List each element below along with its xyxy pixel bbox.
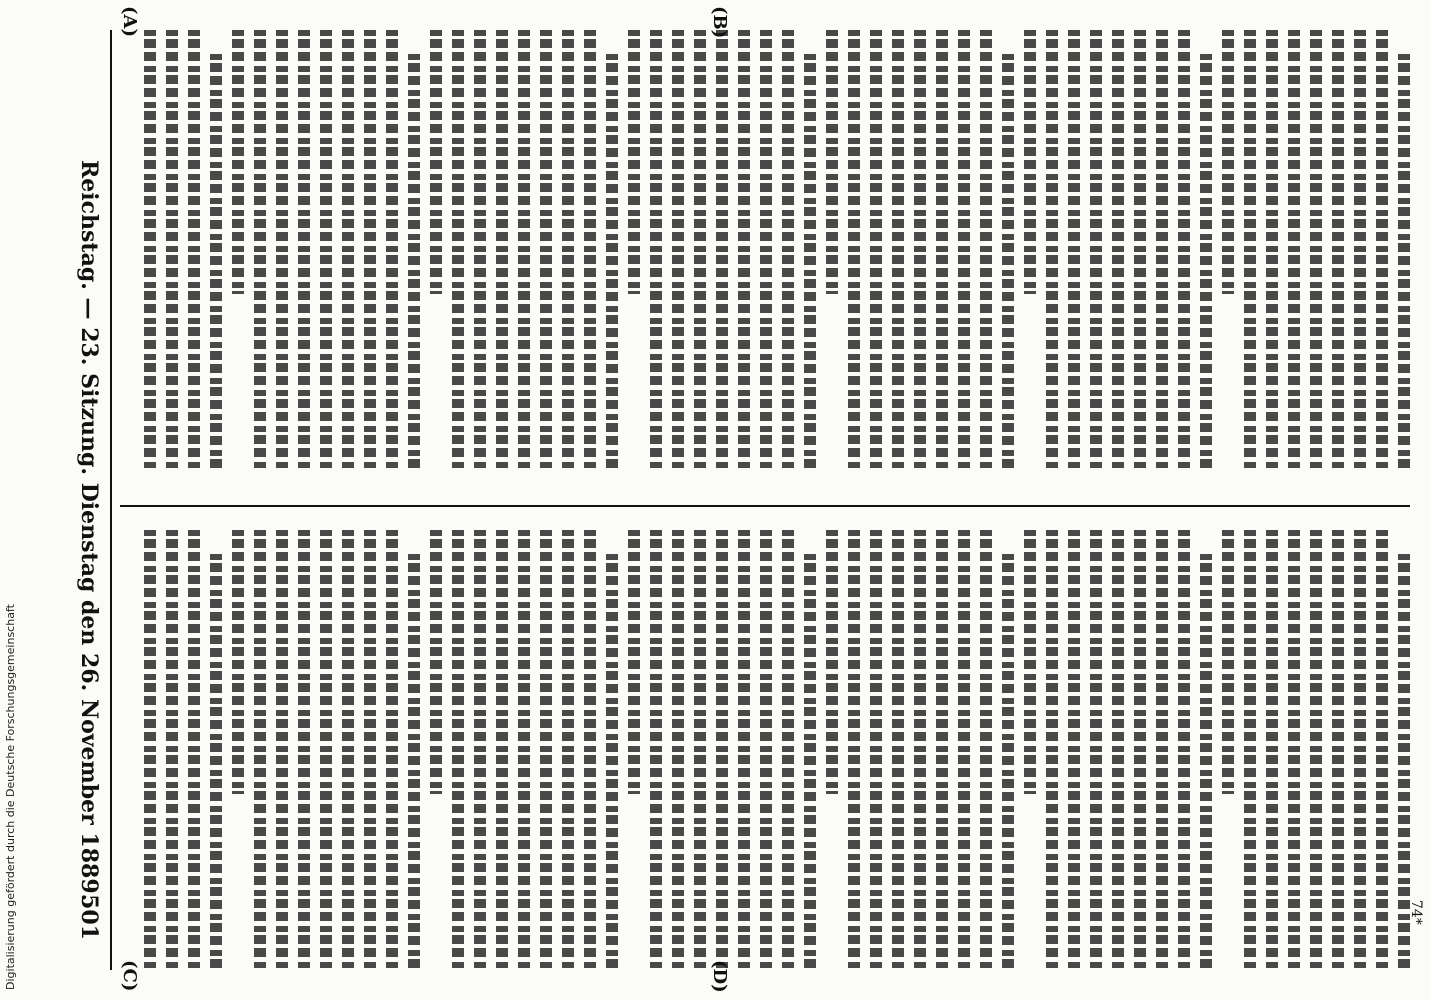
text-line bbox=[1178, 530, 1190, 970]
text-line bbox=[606, 554, 618, 970]
text-line bbox=[958, 530, 970, 970]
text-line bbox=[518, 530, 530, 970]
text-line bbox=[958, 30, 970, 470]
text-line bbox=[870, 530, 882, 970]
digitization-credit: Digitalisierung gefördert durch die Deutsche Forschungsgemeinschaft bbox=[4, 604, 17, 990]
text-line bbox=[1024, 30, 1036, 294]
text-line bbox=[452, 530, 464, 970]
text-line bbox=[144, 530, 156, 970]
text-line bbox=[1134, 530, 1146, 970]
text-line bbox=[496, 530, 508, 970]
text-line bbox=[826, 530, 838, 794]
text-line bbox=[738, 530, 750, 970]
text-line bbox=[562, 530, 574, 970]
text-line bbox=[452, 30, 464, 470]
text-line bbox=[672, 30, 684, 470]
text-line bbox=[1046, 530, 1058, 970]
text-line bbox=[848, 30, 860, 470]
column-divider bbox=[120, 505, 1410, 507]
text-line bbox=[298, 30, 310, 470]
text-line bbox=[254, 30, 266, 470]
text-line bbox=[430, 30, 442, 294]
text-line bbox=[650, 30, 662, 470]
page-header bbox=[72, 40, 102, 960]
text-line bbox=[672, 530, 684, 970]
text-line bbox=[430, 530, 442, 794]
text-line bbox=[1244, 530, 1256, 970]
text-line bbox=[870, 30, 882, 470]
text-line bbox=[892, 530, 904, 970]
text-line bbox=[1376, 530, 1388, 970]
text-line bbox=[716, 530, 728, 970]
text-line bbox=[1310, 30, 1322, 470]
text-column-right bbox=[120, 530, 1410, 970]
text-line bbox=[1156, 30, 1168, 470]
text-line bbox=[320, 530, 332, 970]
text-line bbox=[584, 530, 596, 970]
text-line bbox=[936, 30, 948, 470]
text-line bbox=[1200, 554, 1212, 970]
text-line bbox=[276, 530, 288, 970]
text-line bbox=[364, 30, 376, 470]
signature-mark: 74* bbox=[1408, 900, 1424, 925]
text-line bbox=[1332, 530, 1344, 970]
text-line bbox=[1134, 30, 1146, 470]
text-line bbox=[1156, 530, 1168, 970]
text-line bbox=[342, 30, 354, 470]
text-column-left bbox=[120, 30, 1410, 470]
text-line bbox=[1266, 530, 1278, 970]
text-line bbox=[1288, 530, 1300, 970]
text-line bbox=[408, 554, 420, 970]
text-line bbox=[1222, 30, 1234, 294]
text-line bbox=[1266, 30, 1278, 470]
text-line bbox=[936, 530, 948, 970]
text-line bbox=[1222, 530, 1234, 794]
text-line bbox=[892, 30, 904, 470]
text-line bbox=[342, 530, 354, 970]
text-line bbox=[782, 530, 794, 970]
text-line bbox=[1244, 30, 1256, 470]
text-line bbox=[760, 30, 772, 470]
page-number: 501 bbox=[76, 894, 102, 940]
text-line bbox=[1002, 54, 1014, 470]
text-line bbox=[914, 530, 926, 970]
text-line bbox=[1068, 30, 1080, 470]
text-line bbox=[606, 54, 618, 470]
text-line bbox=[144, 30, 156, 470]
text-line bbox=[694, 530, 706, 970]
text-line bbox=[210, 554, 222, 970]
text-line bbox=[540, 30, 552, 470]
text-line bbox=[1068, 530, 1080, 970]
margin-marker-a: (A) bbox=[119, 6, 140, 37]
text-line bbox=[210, 54, 222, 470]
text-line bbox=[782, 30, 794, 470]
text-line bbox=[232, 530, 244, 794]
text-line bbox=[1354, 530, 1366, 970]
text-line bbox=[650, 530, 662, 970]
text-line bbox=[474, 30, 486, 470]
text-line bbox=[1090, 30, 1102, 470]
text-line bbox=[188, 530, 200, 970]
page-title: Reichstag. — 23. Sitzung. Dienstag den 26. November 1889. bbox=[76, 160, 102, 902]
text-line bbox=[1310, 530, 1322, 970]
text-line bbox=[1376, 30, 1388, 470]
text-line bbox=[276, 30, 288, 470]
text-line bbox=[1112, 30, 1124, 470]
text-line bbox=[1090, 530, 1102, 970]
text-line bbox=[1398, 54, 1410, 470]
text-line bbox=[980, 530, 992, 970]
text-line bbox=[254, 530, 266, 970]
text-line bbox=[584, 30, 596, 470]
text-line bbox=[716, 30, 728, 470]
text-line bbox=[496, 30, 508, 470]
text-line bbox=[1046, 30, 1058, 470]
header-rule bbox=[110, 30, 112, 970]
text-line bbox=[232, 30, 244, 294]
text-line bbox=[386, 530, 398, 970]
text-line bbox=[804, 54, 816, 470]
text-line bbox=[1002, 554, 1014, 970]
text-line bbox=[826, 30, 838, 294]
text-line bbox=[760, 530, 772, 970]
text-line bbox=[386, 30, 398, 470]
text-line bbox=[1288, 30, 1300, 470]
text-line bbox=[562, 30, 574, 470]
text-line bbox=[518, 30, 530, 470]
text-line bbox=[694, 30, 706, 470]
text-line bbox=[1024, 530, 1036, 794]
text-line bbox=[1112, 530, 1124, 970]
text-line bbox=[628, 530, 640, 794]
margin-marker-c: (C) bbox=[119, 960, 140, 992]
text-line bbox=[540, 530, 552, 970]
text-line bbox=[914, 30, 926, 470]
text-line bbox=[1332, 30, 1344, 470]
text-line bbox=[1354, 30, 1366, 470]
text-line bbox=[166, 530, 178, 970]
text-line bbox=[628, 30, 640, 294]
text-line bbox=[1178, 30, 1190, 470]
text-line bbox=[980, 30, 992, 470]
text-line bbox=[1200, 54, 1212, 470]
margin-marker-d: (D) bbox=[709, 960, 730, 993]
text-line bbox=[298, 530, 310, 970]
margin-marker-b: (B) bbox=[709, 6, 730, 39]
text-line bbox=[166, 30, 178, 470]
text-line bbox=[364, 530, 376, 970]
text-line bbox=[738, 30, 750, 470]
text-line bbox=[848, 530, 860, 970]
text-line bbox=[188, 30, 200, 470]
text-line bbox=[804, 554, 816, 970]
text-line bbox=[320, 30, 332, 470]
text-line bbox=[474, 530, 486, 970]
text-line bbox=[408, 54, 420, 470]
